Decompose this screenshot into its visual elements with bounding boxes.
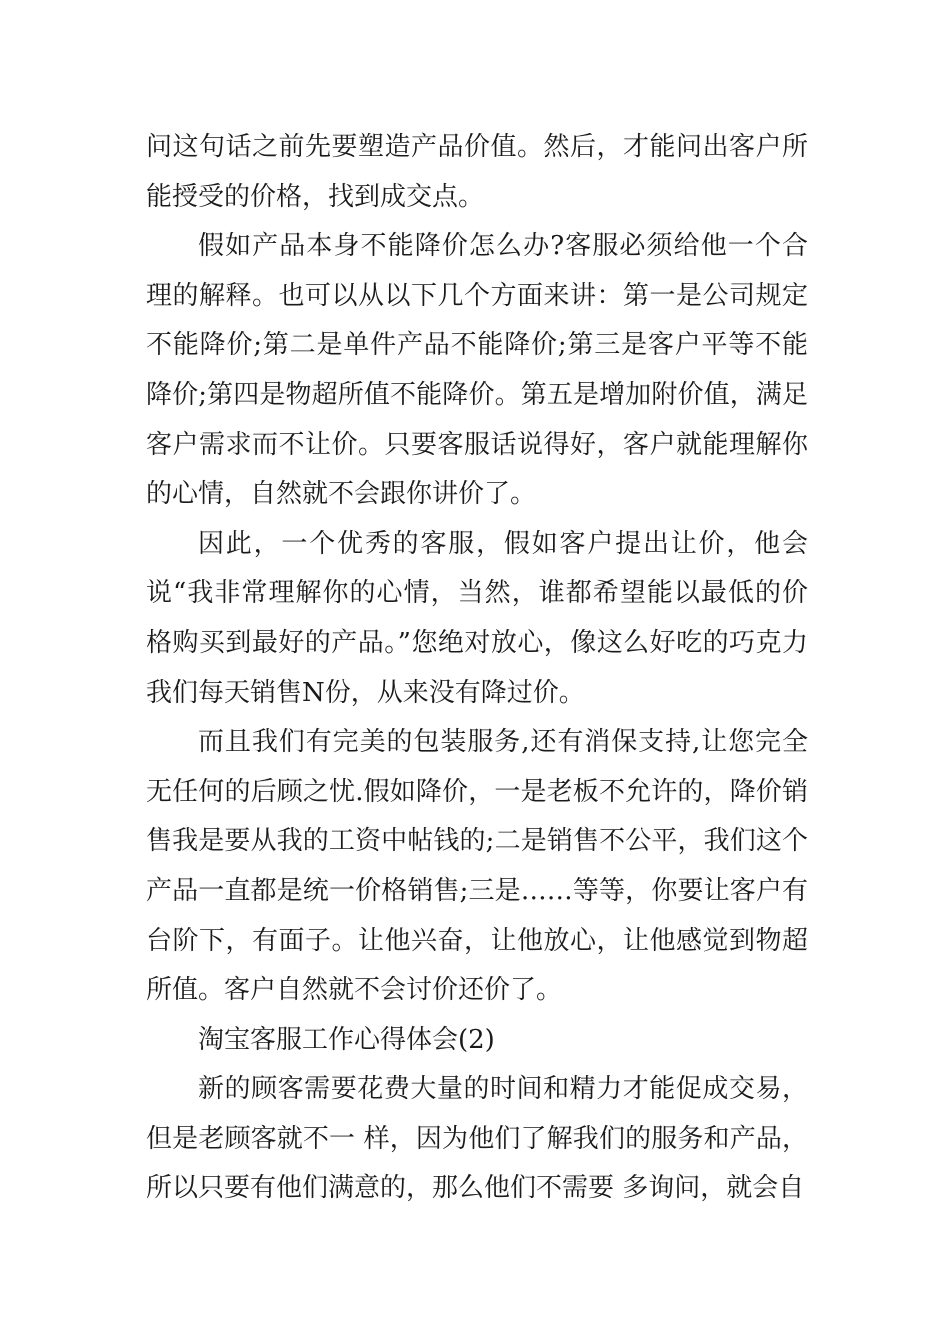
paragraph-4: 而且我们有完美的包装服务,还有消保支持,让您完全无任何的后顾之忧.假如降价，一是老板不允许的，降价销售我是要从我的工资中帖钱的;二是销售不公平，我们这个产品一直都是统一价格销售;三是……等等，你要让客户有台阶下，有面子。让他兴奋，让他放心，让他感觉到物超所值。客户自然就不会讨价还价了。	[146, 727, 808, 1006]
paragraph-5: 新的顾客需要花费大量的时间和精力才能促成交易，但是老顾客就不一 样，因为他们了解我们的服务和产品，所以只要有他们满意的，那么他们不需要 多询问，就会自	[146, 1074, 808, 1204]
paragraph-2: 假如产品本身不能降价怎么办?客服必须给他一个合理的解释。也可以从以下几个方面来讲：第一是公司规定不能降价;第二是单件产品不能降价;第三是客户平等不能降价;第四是物超所值不能降价。第五是增加附价值，满足客户需求而不让价。只要客服话说得好，客户就能理解你的心情，自然就不会跟你讲价了。	[146, 231, 808, 510]
document-body	[146, 123, 808, 1214]
paragraph-1: 问这句话之前先要塑造产品价值。然后，才能问出客户所能授受的价格，找到成交点。	[146, 132, 808, 212]
section-heading: 淘宝客服工作心得体会(2)	[198, 1024, 495, 1055]
paragraph-3: 因此，一个优秀的客服，假如客户提出让价，他会说“我非常理解你的心情，当然，谁都希望能以最低的价格购买到最好的产品。”您绝对放心，像这么好吃的巧克力我们每天销售N份，从来没有降过价。	[146, 528, 808, 708]
